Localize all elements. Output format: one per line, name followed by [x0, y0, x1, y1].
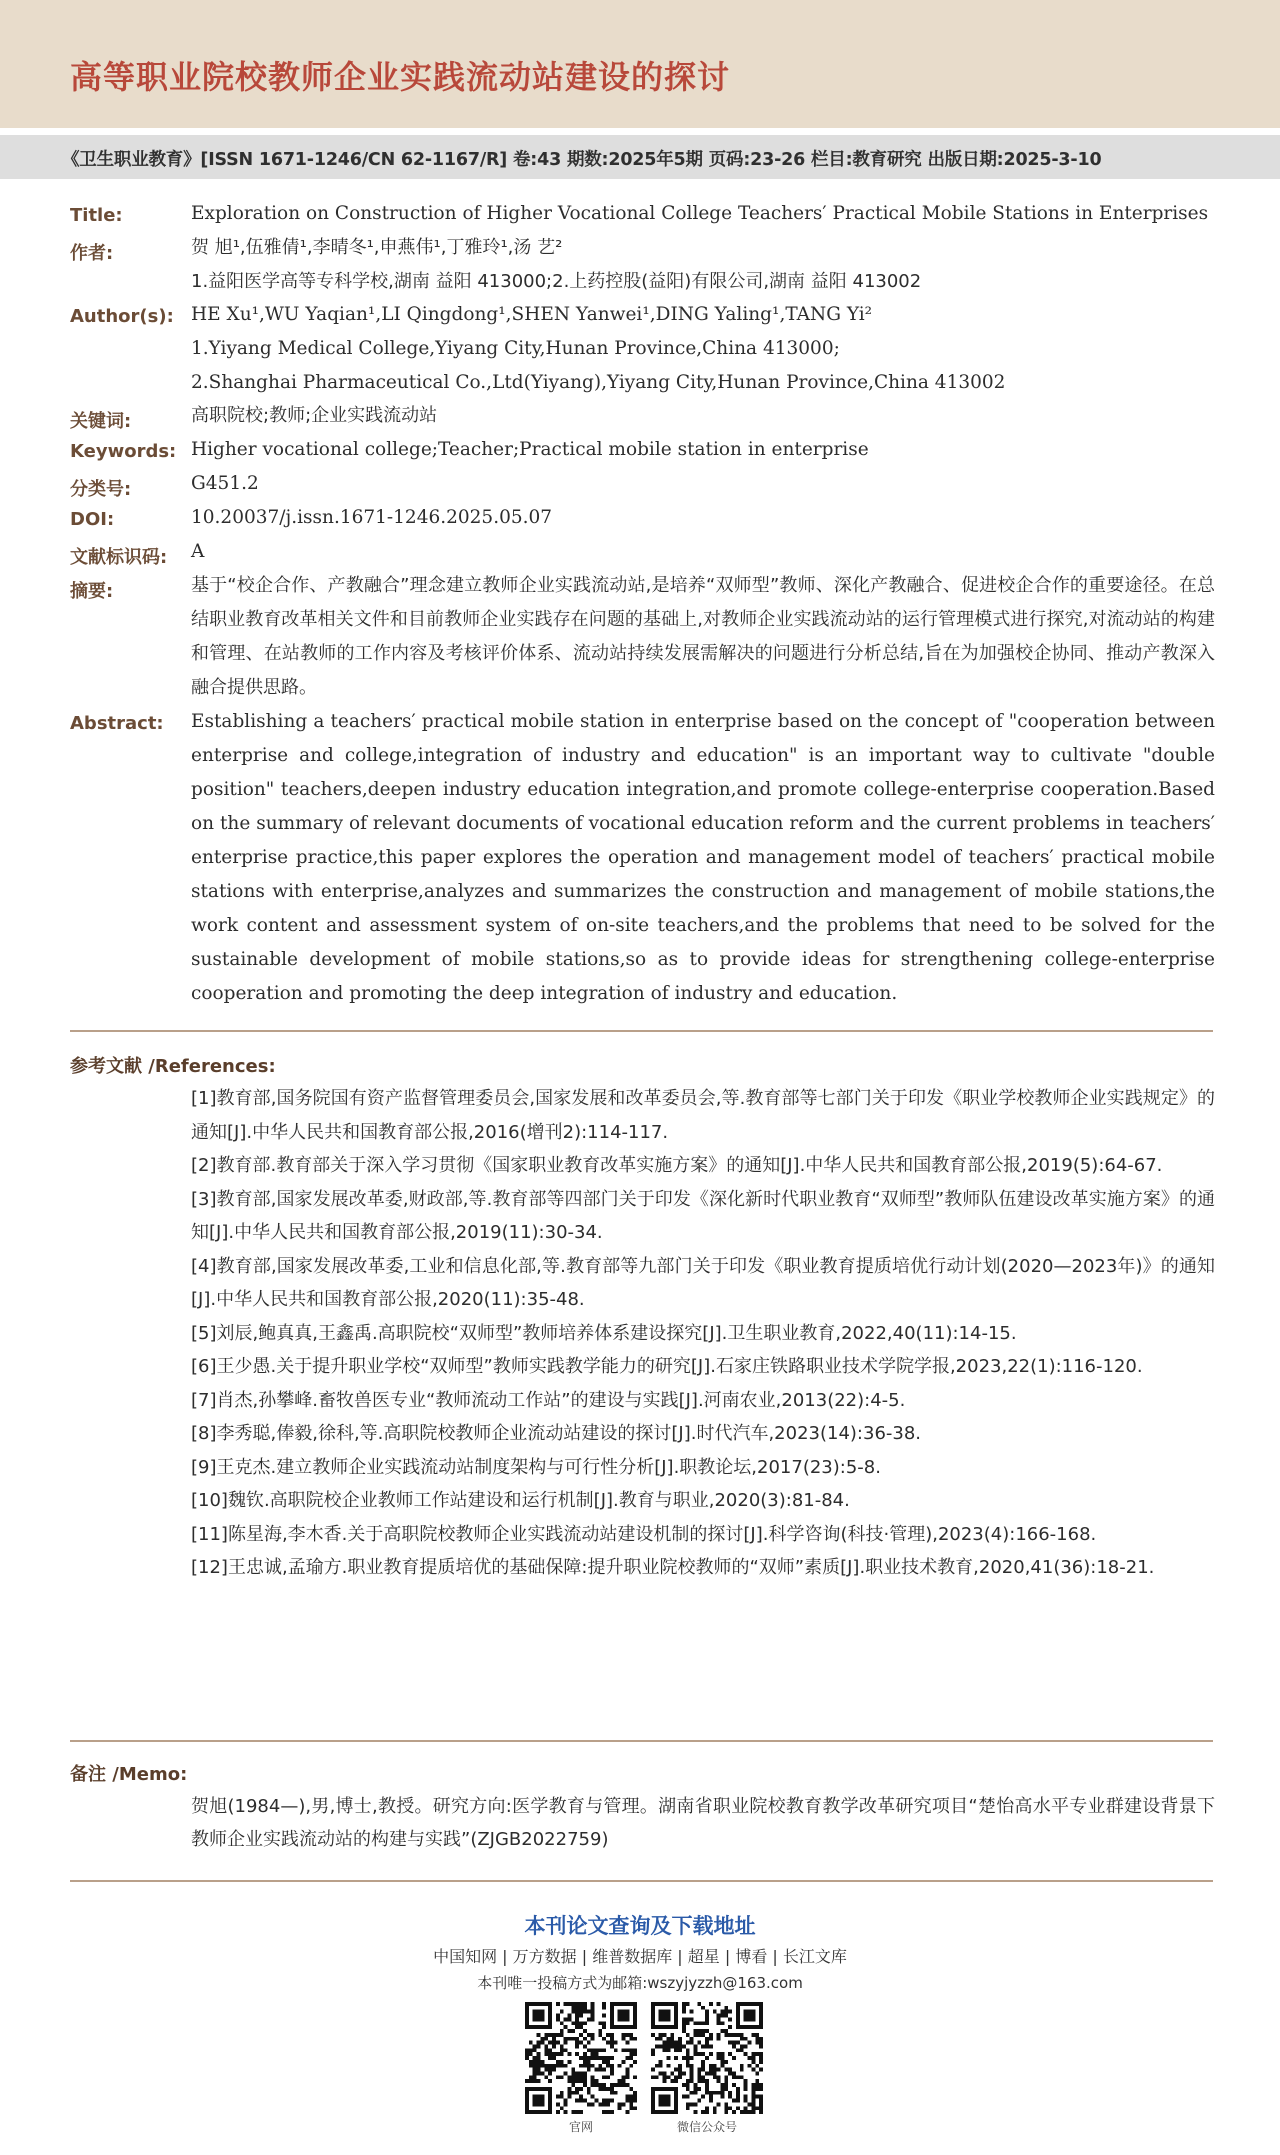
wechat-qr-caption: 微信公众号	[676, 2120, 737, 2134]
keywords-cn-label: 关键词:	[70, 411, 132, 432]
divider-references	[70, 1030, 1213, 1032]
reference-item: [4]教育部,国家发展改革委,工业和信息化部,等.教育部等九部门关于印发《职业教育提质培优行动计划(2020—2023年)》的通知[J].中华人民共和国教育部公报,2020(11):35-48.	[191, 1255, 1215, 1310]
reference-item: [2]教育部.教育部关于深入学习贯彻《国家职业教育改革实施方案》的通知[J].中华人民共和国教育部公报,2019(5):64-67.	[191, 1155, 1163, 1176]
title-value: Exploration on Construction of Higher Vocational College Teachers′ Practical Mobile Stations in Enterprises	[191, 203, 1209, 224]
download-title: 本刊论文查询及下载地址	[524, 1914, 756, 1938]
website-qr-code-icon[interactable]	[525, 2002, 637, 2114]
references-heading: 参考文献 /References:	[70, 1056, 276, 1077]
reference-item: [6]王少愚.关于提升职业学校“双师型”教师实践教学能力的研究[J].石家庄铁路职业技术学院学报,2023,22(1):116-120.	[191, 1356, 1143, 1377]
affiliation-en-2: 2.Shanghai Pharmaceutical Co.,Ltd(Yiyang),Yiyang City,Hunan Province,China 413002	[191, 372, 1006, 393]
reference-item: [5]刘辰,鲍真真,王鑫禹.高职院校“双师型”教师培养体系建设探究[J].卫生职业教育,2022,40(11):14-15.	[191, 1322, 1017, 1344]
reference-item: [3]教育部,国家发展改革委,财政部,等.教育部等四部门关于印发《深化新时代职业教育“双师型”教师队伍建设改革实施方案》的通知[J].中华人民共和国教育部公报,2019(11):30-34.	[191, 1188, 1215, 1243]
citation-meta: 《卫生职业教育》[ISSN 1671-1246/CN 62-1167/R] 卷:43 期数:2025年5期 页码:23-26 栏目:教育研究 出版日期:2025-3-10	[62, 150, 1102, 170]
references-list	[191, 1082, 1215, 1585]
classification-label: 分类号:	[70, 479, 132, 500]
reference-item: [1]教育部,国务院国有资产监督管理委员会,国家发展和改革委员会,等.教育部等七部门关于印发《职业学校教师企业实践规定》的通知[J].中华人民共和国教育部公报,2016(增刊2):114-117.	[191, 1088, 1215, 1143]
abstract-en-label: Abstract:	[70, 713, 164, 734]
abstract-cn-label: 摘要:	[70, 581, 114, 602]
author-en-value: HE Xu¹,WU Yaqian¹,LI Qingdong¹,SHEN Yanwei¹,DING Yaling¹,TANG Yi²	[191, 304, 873, 325]
divider-footer	[70, 1880, 1213, 1882]
keywords-en-value: Higher vocational college;Teacher;Practical mobile station in enterprise	[191, 439, 869, 460]
doi-value: 10.20037/j.issn.1671-1246.2025.05.07	[191, 507, 553, 528]
website-qr-caption: 官网	[568, 2120, 593, 2134]
submission-email: 本刊唯一投稿方式为邮箱:wszyjyzzh@163.com	[477, 1974, 803, 1992]
page-title: 高等职业院校教师企业实践流动站建设的探讨	[70, 58, 731, 96]
memo-text: 贺旭(1984—),男,博士,教授。研究方向:医学教育与管理。湖南省职业院校教育教学改革研究项目“楚怡高水平专业群建设背景下教师企业实践流动站的构建与实践”(ZJGB2022759)	[191, 1796, 1215, 1850]
author-cn-label: 作者:	[70, 243, 114, 264]
author-cn-value: 贺 旭¹,伍雅倩¹,李晴冬¹,申燕伟¹,丁雅玲¹,汤 艺²	[191, 237, 563, 258]
memo-heading: 备注 /Memo:	[70, 1764, 188, 1785]
database-list: 中国知网 | 万方数据 | 维普数据库 | 超星 | 博看 | 长江文库	[433, 1947, 847, 1966]
keywords-en-label: Keywords:	[70, 441, 177, 462]
doc-code-value: A	[191, 541, 205, 562]
divider-memo	[70, 1740, 1213, 1742]
affiliation-en-1: 1.Yiyang Medical College,Yiyang City,Hunan Province,China 413000;	[191, 338, 840, 359]
reference-item: [8]李秀聪,俸毅,徐科,等.高职院校教师企业流动站建设的探讨[J].时代汽车,2023(14):36-38.	[191, 1423, 922, 1444]
abstract-en-text: Establishing a teachers′ practical mobile station in enterprise based on the concept of "cooperation between enterprise and college,integration of industry and education" is an important way to cultivate "double position" teachers,deepen industry education integration,and promote college-enterprise cooperation.Based on the summary of relevant documents of vocational education reform and the current problems in teachers′ enterprise practice,this paper explores the operation and management model of teachers′ practical mobile stations with enterprise,analyzes and summarizes the construction and management of mobile stations,the work content and assessment system of on-site teachers,and the problems that need to be solved for the sustainable development of mobile stations,so as to provide ideas for strengthening college-enterprise cooperation and promoting the deep integration of industry and education.	[191, 711, 1215, 1004]
author-en-label: Author(s):	[70, 306, 174, 327]
classification-value: G451.2	[191, 473, 259, 494]
abstract-cn-text: 基于“校企合作、产教融合”理念建立教师企业实践流动站,是培养“双师型”教师、深化产教融合、促进校企合作的重要途径。在总结职业教育改革相关文件和目前教师企业实践存在问题的基础上,对教师企业实践流动站的运行管理模式进行探究,对流动站的构建和管理、在站教师的工作内容及考核评价体系、流动站持续发展需解决的问题进行分析总结,旨在为加强校企协同、推动产教深入融合提供思路。	[191, 575, 1215, 698]
keywords-cn-value: 高职院校;教师;企业实践流动站	[191, 405, 438, 426]
doc-code-label: 文献标识码:	[70, 547, 168, 568]
doi-label: DOI:	[70, 509, 115, 530]
reference-item: [12]王忠诚,孟瑜方.职业教育提质培优的基础保障:提升职业院校教师的“双师”素质[J].职业技术教育,2020,41(36):18-21.	[191, 1557, 1155, 1578]
reference-item: [10]魏钦.高职院校企业教师工作站建设和运行机制[J].教育与职业,2020(3):81-84.	[191, 1490, 850, 1511]
wechat-qr-code-icon[interactable]	[651, 2002, 763, 2114]
affiliation-cn: 1.益阳医学高等专科学校,湖南 益阳 413000;2.上药控股(益阳)有限公司,湖南 益阳 413002	[191, 271, 922, 292]
reference-item: [9]王克杰.建立教师企业实践流动站制度架构与可行性分析[J].职教论坛,2017(23):5-8.	[191, 1456, 881, 1478]
reference-item: [7]肖杰,孙攀峰.畜牧兽医专业“教师流动工作站”的建设与实践[J].河南农业,2013(22):4-5.	[191, 1389, 906, 1411]
reference-item: [11]陈星海,李木香.关于高职院校教师企业实践流动站建设机制的探讨[J].科学咨询(科技·管理),2023(4):166-168.	[191, 1523, 1097, 1545]
title-label: Title:	[70, 205, 123, 226]
